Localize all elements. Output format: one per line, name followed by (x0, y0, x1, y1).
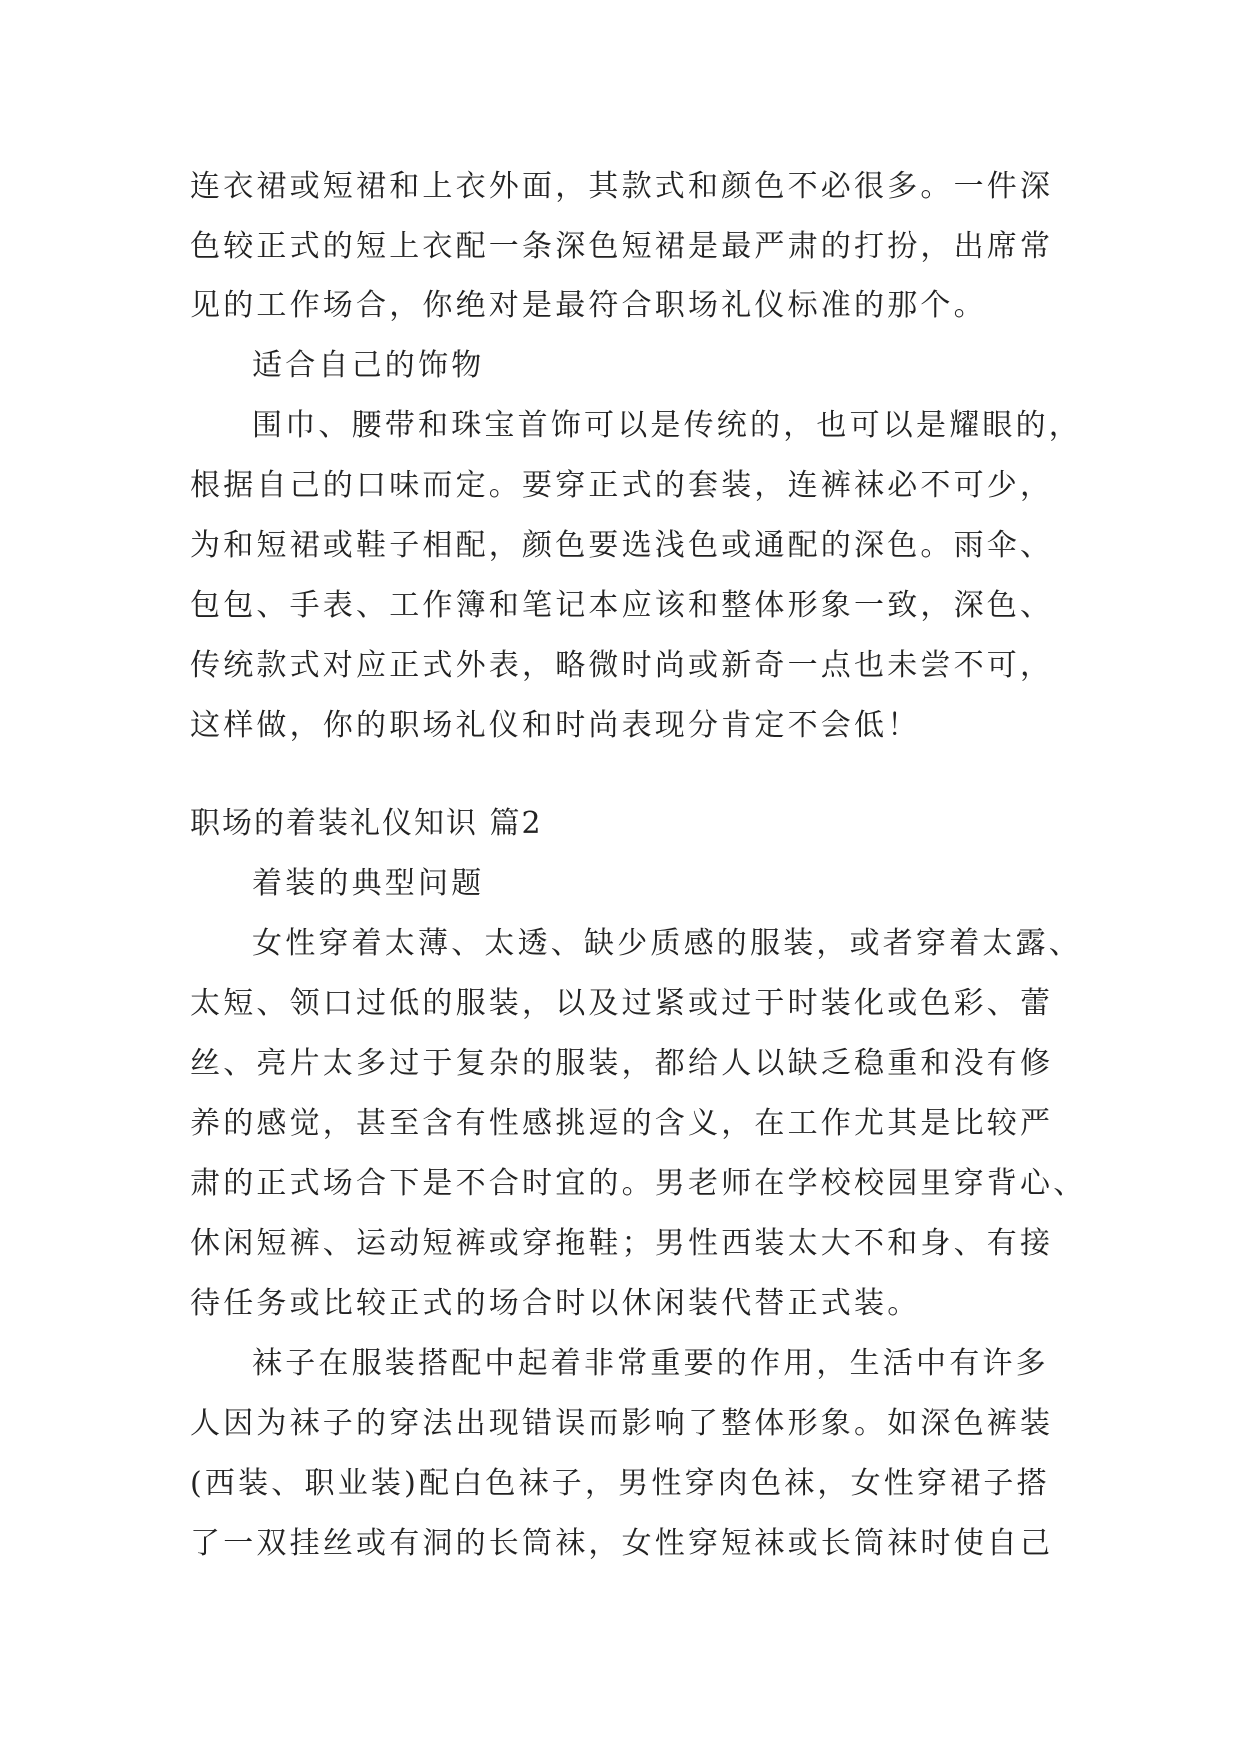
body-text-line: 人因为袜子的穿法出现错误而影响了整体形象。如深色裤装 (190, 1406, 1054, 1441)
body-text-line: 这样做，你的职场礼仪和时尚表现分肯定不会低！ (190, 708, 921, 743)
body-text-line: 丝、亮片太多过于复杂的服装，都给人以缺乏稳重和没有修 (190, 1046, 1054, 1081)
body-text-line: 传统款式对应正式外表，略微时尚或新奇一点也未尝不可， (190, 648, 1054, 683)
section-title: 职场的着装礼仪知识 篇2 (190, 806, 543, 841)
body-text-line: 袜子在服装搭配中起着非常重要的作用，生活中有许多 (252, 1346, 1049, 1381)
body-text-line: 见的工作场合，你绝对是最符合职场礼仪标准的那个。 (190, 288, 987, 323)
body-text-line: (西装、职业装)配白色袜子，男性穿肉色袜，女性穿裙子搭 (190, 1466, 1050, 1501)
body-text-line: 围巾、腰带和珠宝首饰可以是传统的，也可以是耀眼的， (252, 408, 1082, 443)
body-text-line: 色较正式的短上衣配一条深色短裙是最严肃的打扮，出席常 (190, 229, 1054, 264)
body-text-line: 了一双挂丝或有洞的长筒袜，女性穿短袜或长筒袜时使自己 (190, 1526, 1054, 1561)
body-text-line: 根据自己的口味而定。要穿正式的套装，连裤袜必不可少， (190, 468, 1054, 503)
subheading: 适合自己的饰物 (252, 348, 485, 383)
body-text-line: 连衣裙或短裙和上衣外面，其款式和颜色不必很多。一件深 (190, 169, 1054, 204)
body-text-line: 为和短裙或鞋子相配，颜色要选浅色或通配的深色。雨伞、 (190, 528, 1054, 563)
body-text-line: 休闲短裤、运动短裤或穿拖鞋；男性西装太大不和身、有接 (190, 1226, 1054, 1261)
subheading: 着装的典型问题 (252, 866, 485, 901)
body-text-line: 肃的正式场合下是不合时宜的。男老师在学校校园里穿背心、 (190, 1166, 1087, 1201)
body-text-line: 女性穿着太薄、太透、缺少质感的服装，或者穿着太露、 (252, 926, 1082, 961)
body-text-line: 包包、手表、工作簿和笔记本应该和整体形象一致，深色、 (190, 588, 1054, 623)
body-text-line: 养的感觉，甚至含有性感挑逗的含义，在工作尤其是比较严 (190, 1106, 1054, 1141)
body-text-line: 待任务或比较正式的场合时以休闲装代替正式装。 (190, 1286, 921, 1321)
body-text-line: 太短、领口过低的服装，以及过紧或过于时装化或色彩、蕾 (190, 986, 1054, 1021)
